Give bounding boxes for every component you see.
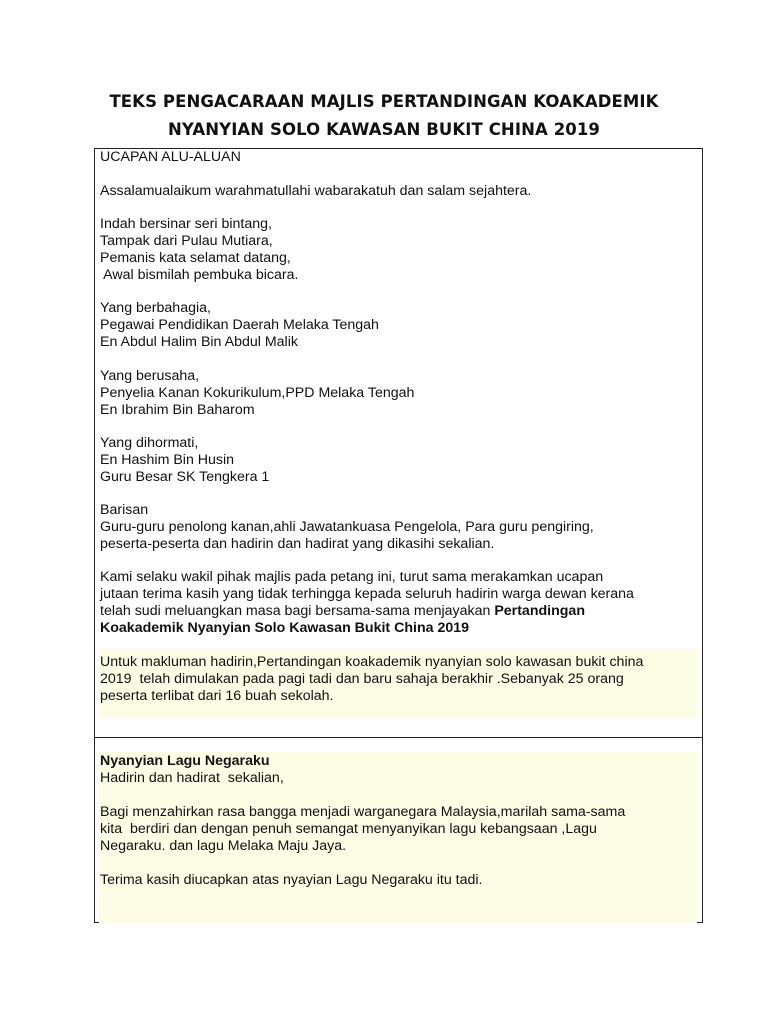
salutation-line: Pegawai Pendidikan Daerah Melaka Tengah — [100, 317, 379, 333]
anthem-paragraph-line: Bagi menzahirkan rasa bangga menjadi warganegara Malaysia,marilah sama-sama — [100, 804, 626, 820]
makluman-line: 2019 telah dimulakan pada pagi tadi dan baru sahaja berakhir .Sebanyak 25 orang — [100, 671, 624, 687]
salutation-line: Guru Besar SK Tengkera 1 — [100, 469, 270, 485]
title-line-1: TEKS PENGACARAAN MAJLIS PERTANDINGAN KOAKADEMIK — [109, 92, 659, 111]
pantun-line: Awal bismilah pembuka bicara. — [100, 267, 299, 283]
pantun-line: Pemanis kata selamat datang, — [100, 250, 291, 266]
makluman-line: peserta terlibat dari 16 buah sekolah. — [100, 688, 334, 704]
thanks-paragraph-line: jutaan terima kasih yang tidak terhingga kepada seluruh hadirin warga dewan kerana — [100, 586, 634, 602]
document-title — [0, 88, 768, 144]
anthem-box — [94, 737, 703, 923]
salutation-line: Yang dihormati, — [100, 435, 199, 451]
salutation-line: Yang berbahagia, — [100, 300, 211, 316]
thanks-text: telah sudi meluangkan masa bagi bersama-sama menjayakan — [100, 603, 495, 619]
anthem-intro: Hadirin dan hadirat sekalian, — [100, 770, 284, 786]
anthem-paragraph-line: kita berdiri dan dengan penuh semangat menyanyikan lagu kebangsaan ,Lagu — [100, 821, 597, 837]
salutation-line: En Abdul Halim Bin Abdul Malik — [100, 334, 298, 350]
thanks-paragraph-line: Kami selaku wakil pihak majlis pada petang ini, turut sama merakamkan ucapan — [100, 569, 604, 585]
section-heading-anthem: Nyanyian Lagu Negaraku — [100, 753, 270, 769]
salutation-line: En Ibrahim Bin Baharom — [100, 402, 255, 418]
thanks-paragraph-line — [100, 603, 585, 620]
event-name-bold: Koakademik Nyanyian Solo Kawasan Bukit China 2019 — [100, 620, 470, 636]
event-name-bold: Pertandingan — [494, 603, 585, 619]
section-heading-ucapan: UCAPAN ALU-ALUAN — [100, 149, 241, 165]
salutation-line: En Hashim Bin Husin — [100, 452, 235, 468]
greeting-text: Assalamualaikum warahmatullahi wabarakatuh dan salam sejahtera. — [100, 183, 532, 199]
pantun-line: Tampak dari Pulau Mutiara, — [100, 233, 273, 249]
salutation-line: Penyelia Kanan Kokurikulum,PPD Melaka Tengah — [100, 385, 415, 401]
salutation-line: Yang berusaha, — [100, 368, 200, 384]
barisan-line: Barisan — [100, 502, 149, 518]
anthem-thanks: Terima kasih diucapkan atas nyayian Lagu Negaraku itu tadi. — [100, 872, 483, 888]
pantun-line: Indah bersinar seri bintang, — [100, 216, 272, 232]
welcome-speech-box — [94, 148, 703, 738]
barisan-line: peserta-peserta dan hadirin dan hadirat yang dikasihi sekalian. — [100, 536, 495, 552]
anthem-paragraph-line: Negaraku. dan lagu Melaka Maju Jaya. — [100, 838, 347, 854]
title-line-2: NYANYIAN SOLO KAWASAN BUKIT CHINA 2019 — [167, 120, 601, 139]
makluman-line: Untuk makluman hadirin,Pertandingan koakademik nyanyian solo kawasan bukit china — [100, 654, 644, 670]
barisan-line: Guru-guru penolong kanan,ahli Jawatankuasa Pengelola, Para guru pengiring, — [100, 519, 594, 535]
